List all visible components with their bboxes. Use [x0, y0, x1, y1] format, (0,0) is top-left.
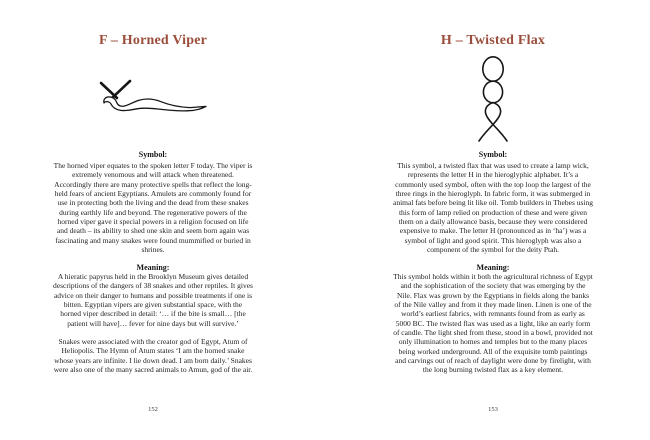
right-meaning-heading: Meaning:: [476, 263, 510, 272]
left-meaning-paragraph-1: A hieratic papyrus held in the Brooklyn Museum gives detailed descriptions of the dangers of 38 snakes and other reptiles. It gives advice on their danger to humans and possible treatments if one is bitten. Egyptian vipers are given substantial space, with the horned viper described in detail: ‘… if the bite is small… [the patient will have]… fever for nine days but will survive.’: [53, 272, 253, 328]
right-meaning-paragraph: This symbol holds within it both the agricultural richness of Egypt and the sophistication of the society that was emerging by the Nile. Flax was grown by the Egyptians in fields along the banks of the Nile valley and from it they made linen. Linen is one of the world’s earliest fabrics, with remnants found from as early as 5000 BC. The twisted flax was used as a light, like an early form of candle. The light shed from these, stood in a bowl, provided not only illumination to homes and temples but to the many places being worked underground. All of the exquisite tomb paintings and carvings out of reach of daylight were done by firelight, with the long burning twisted flax as a key element.: [393, 272, 593, 375]
horned-viper-drawing: [99, 77, 211, 121]
right-page-number: 153: [488, 406, 498, 413]
right-page-title: H – Twisted Flax: [440, 33, 546, 48]
left-meaning-heading: Meaning:: [136, 263, 170, 272]
left-page: [53, 0, 253, 440]
left-symbol-text: The horned viper equates to the spoken letter F today. The viper is extremely venomous and will attack when threatened. Accordingly there are many protective spells that reflect the long-held fears of ancient Egyptians. Amulets are commonly found for use in protecting both the living and the dead from these snakes during earthly life and beyond. The regenerative powers of the horned viper gave it special powers in a religion focused on life and death – its ability to shed one skin and seem born again was fascinating and many snakes were found mummified or buried in shrines.: [53, 161, 253, 255]
right-symbol-heading: Symbol:: [478, 150, 508, 159]
twisted-flax-drawing: [471, 55, 515, 143]
left-page-number: 152: [148, 406, 158, 413]
right-page: [393, 0, 593, 440]
horned-viper-glyph-icon: [99, 77, 211, 121]
left-page-title: F – Horned Viper: [98, 33, 208, 48]
left-meaning-paragraph-2: Snakes were associated with the creator god of Egypt, Atum of Heliopolis. The Hymn of Atum states ‘I am the horned snake whose years are infinite. I lie down dead. I am born daily.’ Snakes were also one of the many sacred animals to Amun, god of the air.: [53, 337, 253, 375]
twisted-flax-glyph-icon: [471, 55, 515, 143]
left-symbol-heading: Symbol:: [138, 150, 168, 159]
right-symbol-text: This symbol, a twisted flax that was used to create a lamp wick, represents the letter H in the hieroglyphic alphabet. It’s a commonly used symbol, often with the top loop the largest of the three rings in the hieroglyph. In fabric form, it was submerged in animal fats before being lit like oil. Tomb builders in Thebes using this form of lamp relied on production of these and were given them on a daily allowance basis, because they were considered expensive to make. The letter H (pronounced as in ‘ha’) was a symbol of light and good spirit. This hieroglyph was also a component of the symbol for the deity Ptah.: [393, 161, 593, 255]
